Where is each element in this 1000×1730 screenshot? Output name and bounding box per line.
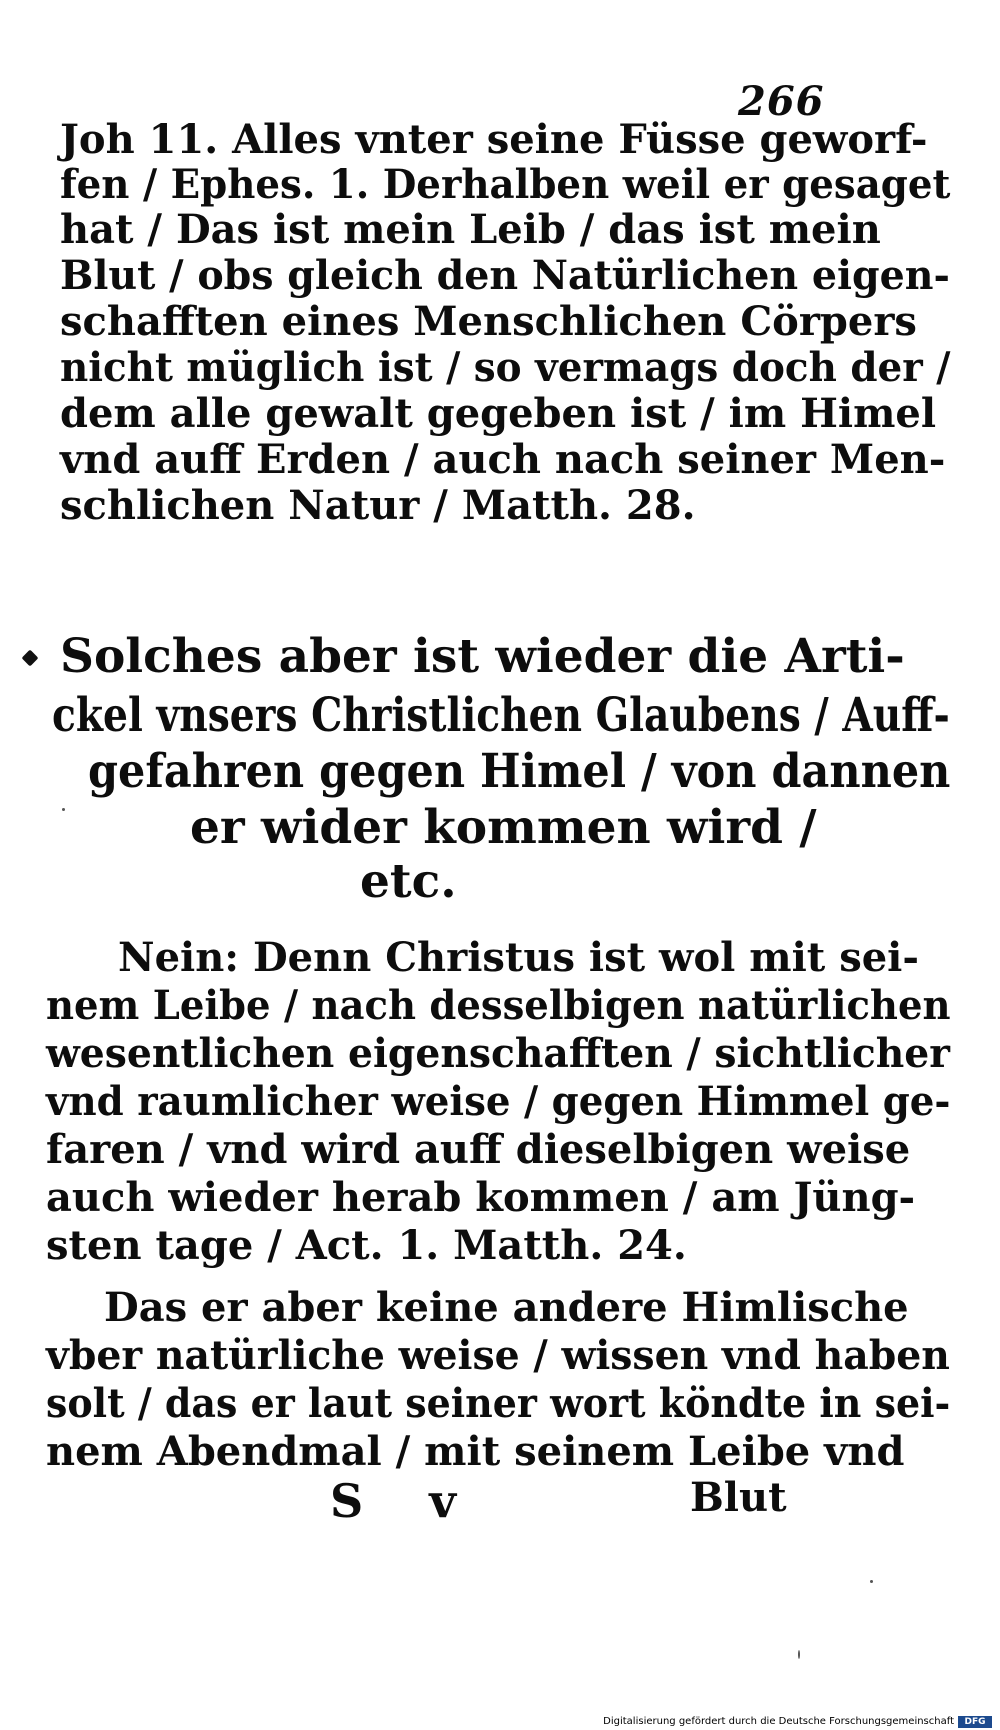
heading-line: ckel vnsers Christlichen Glaubens / Auff- <box>52 688 950 743</box>
heading-line: etc. <box>360 854 457 909</box>
text-line: nem Leibe / nach desselbigen natürlichen <box>46 982 951 1029</box>
bullet-mark <box>22 650 39 667</box>
heading-line: er wider kommen wird / <box>190 800 817 855</box>
text-line: vber natürliche weise / wissen vnd haben <box>46 1332 950 1379</box>
text-line: fen / Ephes. 1. Derhalben weil er gesaget <box>60 161 951 208</box>
text-line: solt / das er laut seiner wort köndte in sei- <box>46 1380 951 1427</box>
text-line: sten tage / Act. 1. Matth. 24. <box>46 1222 687 1269</box>
page-number: 266 <box>738 78 825 125</box>
signature-mark: S v <box>330 1474 456 1528</box>
text-line: auch wieder herab kommen / am Jüng- <box>46 1174 916 1221</box>
catchword: Blut <box>690 1474 787 1521</box>
text-line: Blut / obs gleich den Natürlichen eigen- <box>60 252 950 299</box>
text-line: schafften eines Menschlichen Cörpers <box>60 298 917 345</box>
heading-line: Solches aber ist wieder die Arti- <box>60 629 905 684</box>
heading-line: gefahren gegen Himel / von dannen <box>88 744 951 799</box>
paper-speck <box>62 808 65 811</box>
text-line: Nein: Denn Christus ist wol mit sei- <box>118 934 919 981</box>
text-line: nem Abendmal / mit seinem Leibe vnd <box>46 1428 905 1475</box>
dfg-logo-icon: DFG <box>958 1716 992 1728</box>
text-line: Das er aber keine andere Himlische <box>104 1284 909 1331</box>
text-line: dem alle gewalt gegeben ist / im Himel <box>60 390 937 437</box>
text-line: vnd raumlicher weise / gegen Himmel ge- <box>46 1078 951 1125</box>
footer-bar <box>0 1712 1000 1730</box>
text-line: schlichen Natur / Matth. 28. <box>60 482 696 529</box>
paper-speck <box>798 1650 800 1659</box>
text-line: faren / vnd wird auff dieselbigen weise <box>46 1126 911 1173</box>
text-line: vnd auff Erden / auch nach seiner Men- <box>60 436 946 483</box>
text-line: wesentlichen eigenschafften / sichtlicher <box>46 1030 950 1077</box>
text-line: Joh 11. Alles vnter seine Füsse geworf- <box>60 116 928 163</box>
funding-note: Digitalisierung gefördert durch die Deutsche Forschungsgemeinschaft <box>603 1716 954 1727</box>
text-line: nicht müglich ist / so vermags doch der / <box>60 344 951 391</box>
text-line: hat / Das ist mein Leib / das ist mein <box>60 206 881 253</box>
paper-speck <box>870 1580 873 1583</box>
